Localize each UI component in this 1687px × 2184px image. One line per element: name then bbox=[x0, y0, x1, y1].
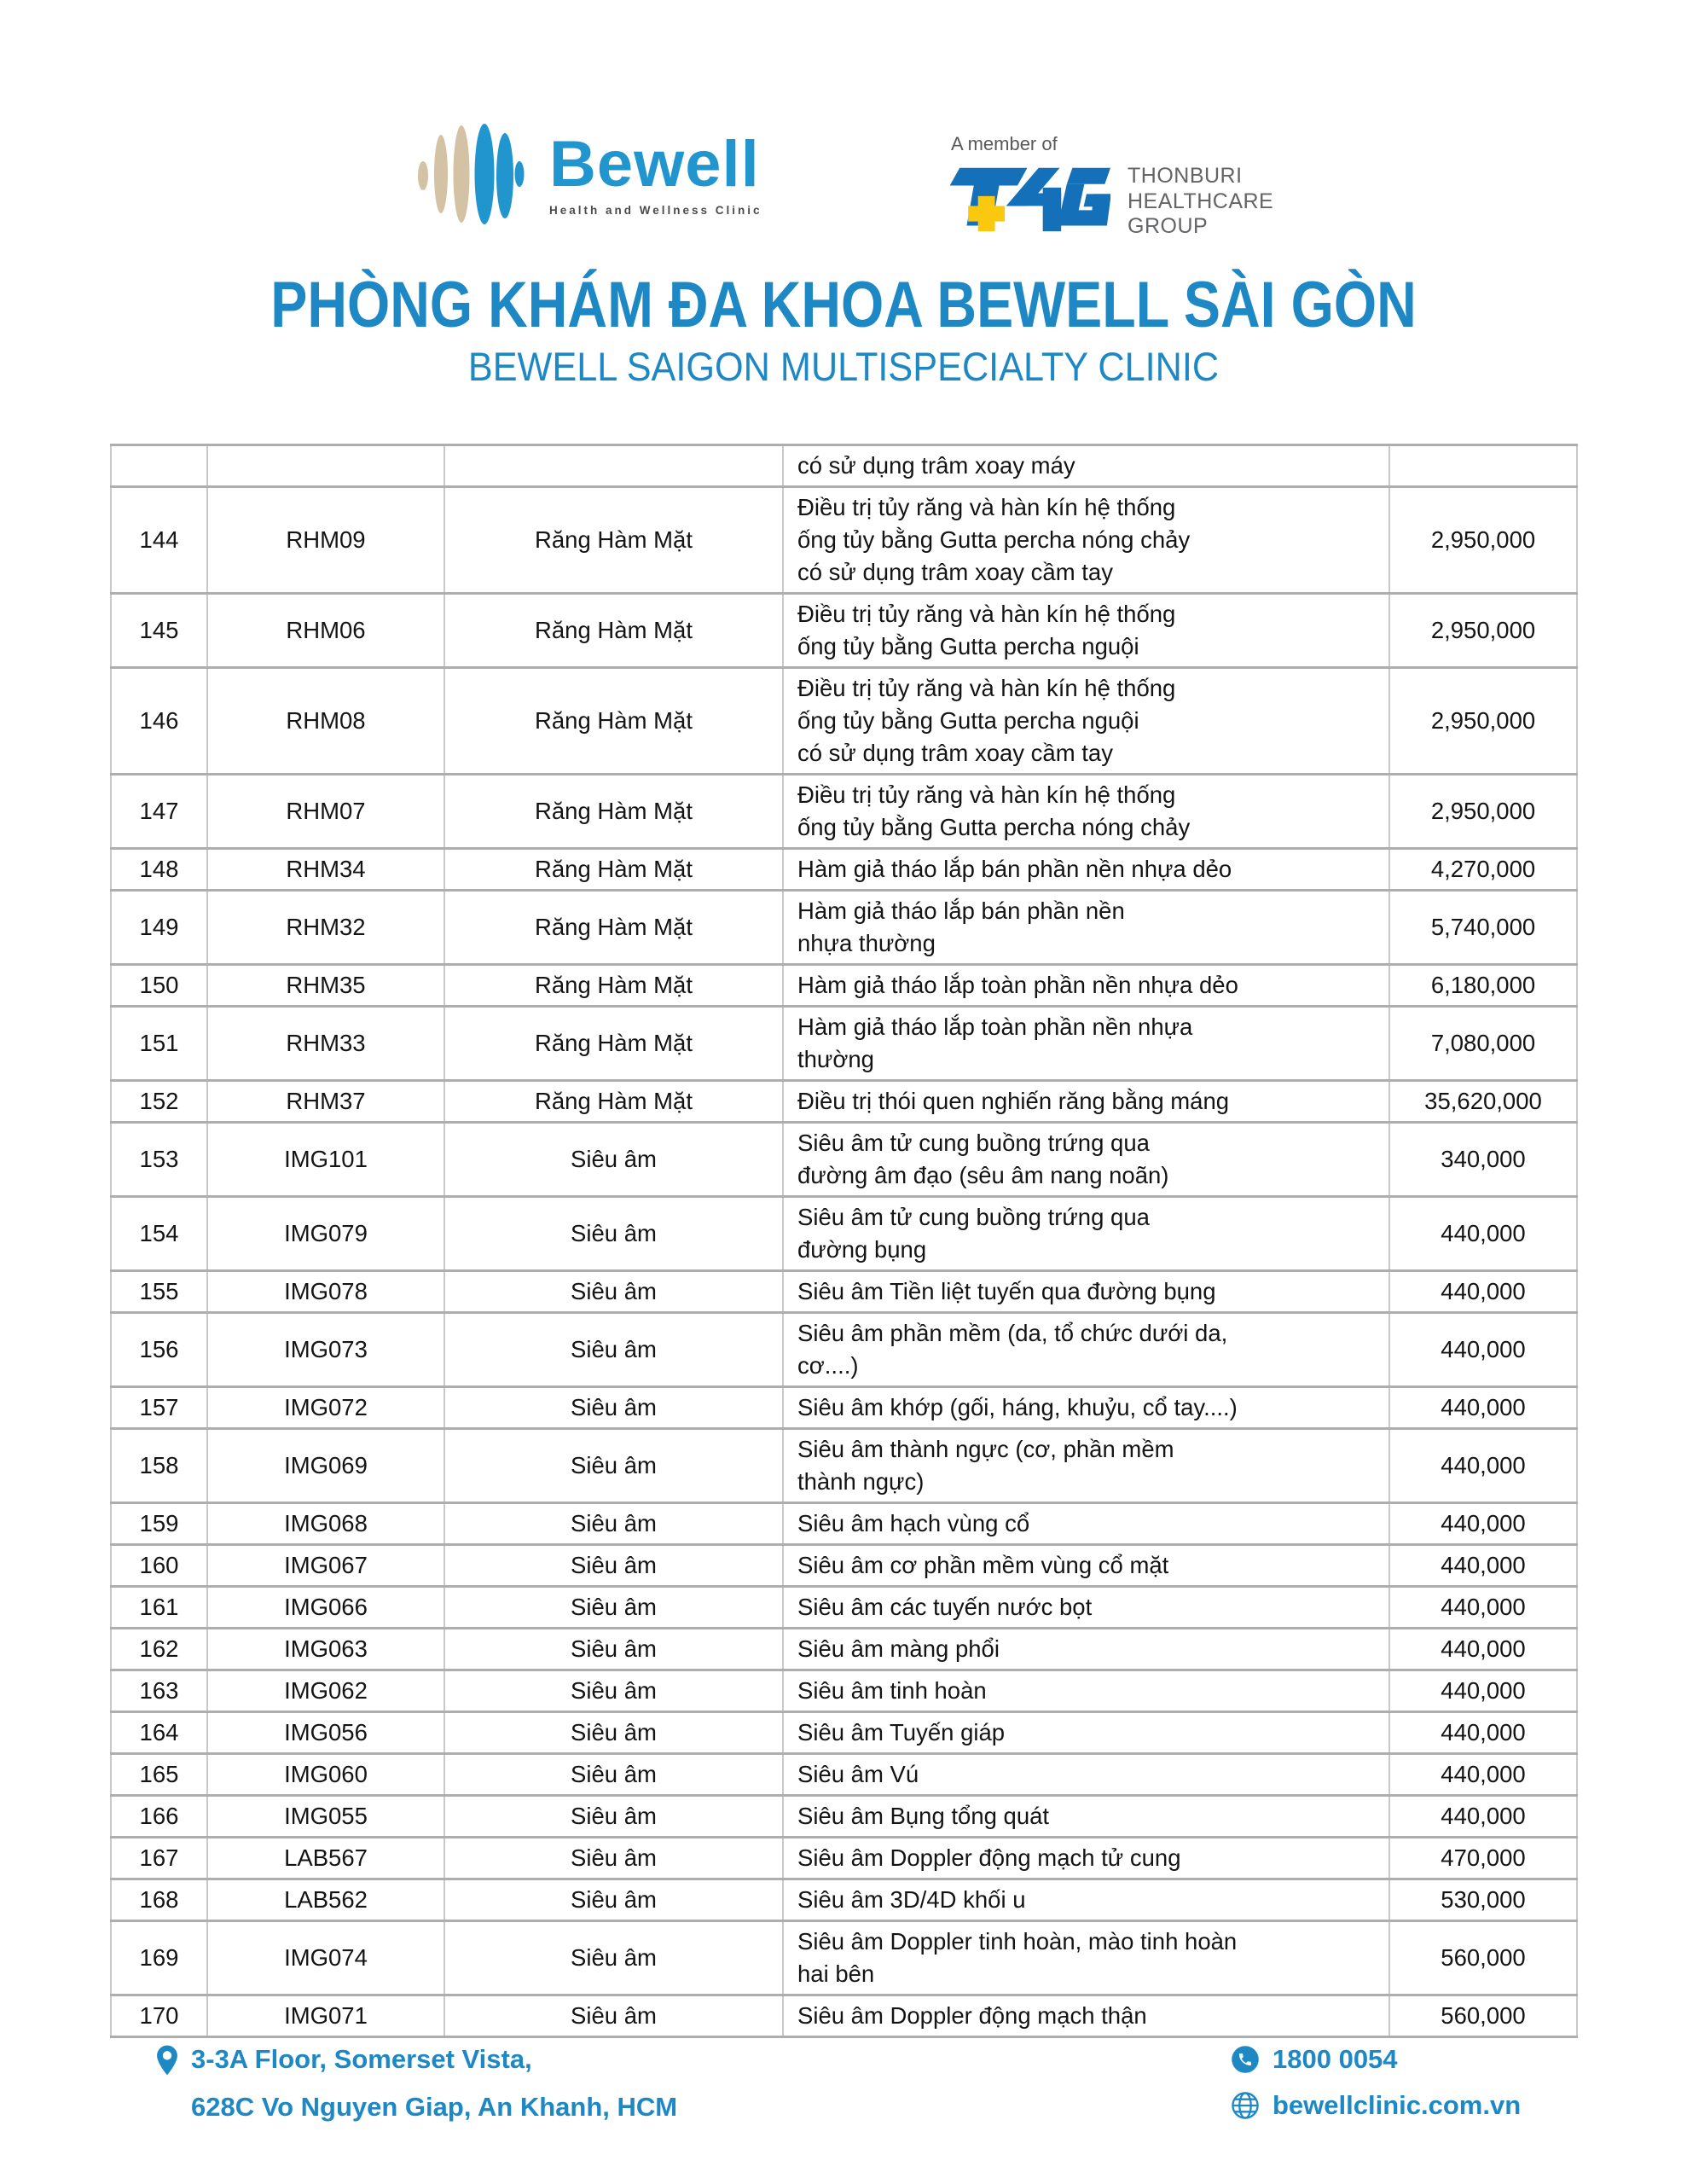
cell-no: 156 bbox=[111, 1313, 207, 1387]
cell-department: Răng Hàm Mặt bbox=[444, 891, 783, 965]
cell-code: RHM07 bbox=[207, 775, 444, 849]
cell-code: IMG062 bbox=[207, 1670, 444, 1712]
cell-no: 168 bbox=[111, 1879, 207, 1921]
cell-department: Răng Hàm Mặt bbox=[444, 1007, 783, 1081]
cell-department: Răng Hàm Mặt bbox=[444, 965, 783, 1007]
cell-description: Siêu âm 3D/4D khối u bbox=[783, 1879, 1389, 1921]
cell-department: Siêu âm bbox=[444, 1796, 783, 1838]
thg-logo bbox=[948, 133, 1273, 240]
cell-price: 440,000 bbox=[1389, 1754, 1577, 1796]
table-row bbox=[111, 1197, 1577, 1271]
cell-department: Răng Hàm Mặt bbox=[444, 775, 783, 849]
cell-no: 166 bbox=[111, 1796, 207, 1838]
cell-code: IMG073 bbox=[207, 1313, 444, 1387]
cell-no: 162 bbox=[111, 1629, 207, 1670]
website-url: bewellclinic.com.vn bbox=[1272, 2090, 1522, 2120]
cell-no: 154 bbox=[111, 1197, 207, 1271]
cell-code: IMG055 bbox=[207, 1796, 444, 1838]
cell-price: 440,000 bbox=[1389, 1197, 1577, 1271]
cell-no: 169 bbox=[111, 1921, 207, 1995]
cell-department: Siêu âm bbox=[444, 1712, 783, 1754]
bewell-wordmark: Bewell bbox=[549, 127, 760, 200]
cell-department: Siêu âm bbox=[444, 1838, 783, 1879]
cell-no: 146 bbox=[111, 668, 207, 775]
cell-no: 157 bbox=[111, 1387, 207, 1429]
cell-department: Răng Hàm Mặt bbox=[444, 594, 783, 668]
cell-price: 440,000 bbox=[1389, 1629, 1577, 1670]
table-row bbox=[111, 594, 1577, 668]
cell-description: Hàm giả tháo lắp bán phần nền nhựa thường bbox=[783, 891, 1389, 965]
cell-no: 165 bbox=[111, 1754, 207, 1796]
cell-price: 440,000 bbox=[1389, 1796, 1577, 1838]
cell-code: IMG056 bbox=[207, 1712, 444, 1754]
cell-code: RHM33 bbox=[207, 1007, 444, 1081]
cell-description: Siêu âm Tuyến giáp bbox=[783, 1712, 1389, 1754]
table-row bbox=[111, 1081, 1577, 1123]
cell-no: 170 bbox=[111, 1995, 207, 2037]
table-row bbox=[111, 1754, 1577, 1796]
cell-price: 440,000 bbox=[1389, 1503, 1577, 1545]
cell-no: 161 bbox=[111, 1587, 207, 1629]
cell-code: RHM35 bbox=[207, 965, 444, 1007]
page-title: PHÒNG KHÁM ĐA KHOA BEWELL SÀI GÒN bbox=[270, 269, 1417, 341]
table-row bbox=[111, 1629, 1577, 1670]
cell-no: 144 bbox=[111, 487, 207, 594]
table-row bbox=[111, 775, 1577, 849]
cell-department: Siêu âm bbox=[444, 1921, 783, 1995]
table-row bbox=[111, 1313, 1577, 1387]
cell-price: 440,000 bbox=[1389, 1429, 1577, 1503]
cell-code: IMG074 bbox=[207, 1921, 444, 1995]
cell-code: IMG072 bbox=[207, 1387, 444, 1429]
cell-description: Siêu âm phần mềm (da, tổ chức dưới da, cơ....) bbox=[783, 1313, 1389, 1387]
cell-price: 560,000 bbox=[1389, 1921, 1577, 1995]
cell-code: RHM34 bbox=[207, 849, 444, 891]
cell-price: 2,950,000 bbox=[1389, 487, 1577, 594]
cell-price: 530,000 bbox=[1389, 1879, 1577, 1921]
cell-price: 2,950,000 bbox=[1389, 594, 1577, 668]
cell-department: Siêu âm bbox=[444, 1587, 783, 1629]
cell-description: Siêu âm tử cung buồng trứng qua đường âm đạo (sêu âm nang noãn) bbox=[783, 1123, 1389, 1197]
cell-no: 159 bbox=[111, 1503, 207, 1545]
table-row bbox=[111, 965, 1577, 1007]
cell-code: IMG068 bbox=[207, 1503, 444, 1545]
price-table bbox=[110, 444, 1578, 2038]
cell-description: Siêu âm tử cung buồng trứng qua đường bụng bbox=[783, 1197, 1389, 1271]
cell-code: RHM08 bbox=[207, 668, 444, 775]
cell-code: IMG066 bbox=[207, 1587, 444, 1629]
cell-department: Răng Hàm Mặt bbox=[444, 849, 783, 891]
table-row bbox=[111, 1429, 1577, 1503]
cell-price: 440,000 bbox=[1389, 1670, 1577, 1712]
cell-description: Siêu âm hạch vùng cổ bbox=[783, 1503, 1389, 1545]
thg-logo-mark-icon bbox=[948, 162, 1110, 233]
cell-code: RHM37 bbox=[207, 1081, 444, 1123]
cell-description: Siêu âm Doppler động mạch tử cung bbox=[783, 1838, 1389, 1879]
cell-description: Hàm giả tháo lắp bán phần nền nhựa dẻo bbox=[783, 849, 1389, 891]
cell-no: 158 bbox=[111, 1429, 207, 1503]
cell-no: 147 bbox=[111, 775, 207, 849]
cell-description: Siêu âm Doppler tinh hoàn, mào tinh hoàn hai bên bbox=[783, 1921, 1389, 1995]
cell-price bbox=[1389, 445, 1577, 487]
cell-code: IMG069 bbox=[207, 1429, 444, 1503]
cell-price: 440,000 bbox=[1389, 1712, 1577, 1754]
cell-code: RHM06 bbox=[207, 594, 444, 668]
cell-no: 149 bbox=[111, 891, 207, 965]
cell-no: 164 bbox=[111, 1712, 207, 1754]
bewell-logo-mark-icon bbox=[415, 119, 527, 229]
price-table-body bbox=[111, 445, 1577, 2037]
cell-code: LAB567 bbox=[207, 1838, 444, 1879]
table-row bbox=[111, 1670, 1577, 1712]
page-subtitle: BEWELL SAIGON MULTISPECIALTY CLINIC bbox=[467, 344, 1220, 389]
cell-department: Siêu âm bbox=[444, 1879, 783, 1921]
table-row bbox=[111, 445, 1577, 487]
cell-description: Hàm giả tháo lắp toàn phần nền nhựa dẻo bbox=[783, 965, 1389, 1007]
table-row bbox=[111, 1712, 1577, 1754]
cell-code: IMG079 bbox=[207, 1197, 444, 1271]
table-row bbox=[111, 1995, 1577, 2037]
cell-code: IMG060 bbox=[207, 1754, 444, 1796]
thg-group-line: THONBURI bbox=[1128, 164, 1243, 188]
cell-description: Điều trị thói quen nghiến răng bằng máng bbox=[783, 1081, 1389, 1123]
cell-department: Răng Hàm Mặt bbox=[444, 1081, 783, 1123]
cell-price: 440,000 bbox=[1389, 1545, 1577, 1587]
footer-address bbox=[156, 2036, 677, 2131]
cell-department: Siêu âm bbox=[444, 1754, 783, 1796]
cell-department: Siêu âm bbox=[444, 1670, 783, 1712]
table-row bbox=[111, 1587, 1577, 1629]
cell-no: 150 bbox=[111, 965, 207, 1007]
table-row bbox=[111, 1387, 1577, 1429]
cell-price: 440,000 bbox=[1389, 1271, 1577, 1313]
cell-department: Siêu âm bbox=[444, 1503, 783, 1545]
location-pin-icon bbox=[156, 2045, 178, 2076]
globe-icon bbox=[1231, 2091, 1260, 2120]
cell-no: 155 bbox=[111, 1271, 207, 1313]
cell-no: 167 bbox=[111, 1838, 207, 1879]
phone-number: 1800 0054 bbox=[1272, 2044, 1398, 2074]
thg-member-text: A member of bbox=[951, 133, 1058, 154]
cell-price: 4,270,000 bbox=[1389, 849, 1577, 891]
cell-code bbox=[207, 445, 444, 487]
cell-department: Siêu âm bbox=[444, 1429, 783, 1503]
table-row bbox=[111, 1921, 1577, 1995]
cell-department: Siêu âm bbox=[444, 1995, 783, 2037]
cell-description: Siêu âm khớp (gối, háng, khuỷu, cổ tay....) bbox=[783, 1387, 1389, 1429]
table-row bbox=[111, 1271, 1577, 1313]
cell-department: Siêu âm bbox=[444, 1123, 783, 1197]
cell-description: Siêu âm Vú bbox=[783, 1754, 1389, 1796]
bewell-logo-text bbox=[549, 127, 762, 217]
cell-price: 2,950,000 bbox=[1389, 775, 1577, 849]
cell-price: 470,000 bbox=[1389, 1838, 1577, 1879]
table-row bbox=[111, 849, 1577, 891]
cell-description: Điều trị tủy răng và hàn kín hệ thống ống tủy bằng Gutta percha nguội có sử dụng trâm xoay cầm tay bbox=[783, 668, 1389, 775]
cell-description: Siêu âm thành ngực (cơ, phần mềm thành ngực) bbox=[783, 1429, 1389, 1503]
cell-department: Siêu âm bbox=[444, 1271, 783, 1313]
address-line-1: 3-3A Floor, Somerset Vista, bbox=[191, 2044, 532, 2074]
cell-no: 153 bbox=[111, 1123, 207, 1197]
cell-description: có sử dụng trâm xoay máy bbox=[783, 445, 1389, 487]
cell-price: 340,000 bbox=[1389, 1123, 1577, 1197]
bewell-tagline: Health and Wellness Clinic bbox=[549, 203, 762, 217]
cell-department: Siêu âm bbox=[444, 1197, 783, 1271]
cell-description: Siêu âm Bụng tổng quát bbox=[783, 1796, 1389, 1838]
cell-price: 440,000 bbox=[1389, 1587, 1577, 1629]
cell-description: Điều trị tủy răng và hàn kín hệ thống ống tủy bằng Gutta percha nóng chảy có sử dụng trâm xoay cầm tay bbox=[783, 487, 1389, 594]
phone-icon bbox=[1231, 2045, 1260, 2074]
table-row bbox=[111, 1838, 1577, 1879]
cell-department: Răng Hàm Mặt bbox=[444, 487, 783, 594]
address-line-2: 628C Vo Nguyen Giap, An Khanh, HCM bbox=[191, 2092, 678, 2122]
thg-group-line: HEALTHCARE bbox=[1128, 189, 1274, 213]
cell-department bbox=[444, 445, 783, 487]
table-row bbox=[111, 487, 1577, 594]
cell-description: Siêu âm cơ phần mềm vùng cổ mặt bbox=[783, 1545, 1389, 1587]
cell-price: 2,950,000 bbox=[1389, 668, 1577, 775]
cell-description: Siêu âm các tuyến nước bọt bbox=[783, 1587, 1389, 1629]
table-row bbox=[111, 1879, 1577, 1921]
cell-no: 151 bbox=[111, 1007, 207, 1081]
cell-no: 148 bbox=[111, 849, 207, 891]
cell-price: 7,080,000 bbox=[1389, 1007, 1577, 1081]
cell-code: RHM09 bbox=[207, 487, 444, 594]
cell-code: RHM32 bbox=[207, 891, 444, 965]
cell-department: Siêu âm bbox=[444, 1629, 783, 1670]
cell-no: 160 bbox=[111, 1545, 207, 1587]
footer-contact bbox=[1231, 2041, 1521, 2124]
thg-group-name bbox=[1128, 162, 1273, 240]
table-row bbox=[111, 1007, 1577, 1081]
table-row bbox=[111, 1545, 1577, 1587]
cell-no: 152 bbox=[111, 1081, 207, 1123]
table-row bbox=[111, 1796, 1577, 1838]
cell-price: 440,000 bbox=[1389, 1387, 1577, 1429]
cell-description: Siêu âm tinh hoàn bbox=[783, 1670, 1389, 1712]
cell-code: IMG063 bbox=[207, 1629, 444, 1670]
cell-department: Siêu âm bbox=[444, 1545, 783, 1587]
cell-code: IMG101 bbox=[207, 1123, 444, 1197]
thg-group-line: GROUP bbox=[1128, 214, 1209, 238]
cell-code: LAB562 bbox=[207, 1879, 444, 1921]
cell-price: 35,620,000 bbox=[1389, 1081, 1577, 1123]
cell-no: 163 bbox=[111, 1670, 207, 1712]
cell-description: Siêu âm màng phổi bbox=[783, 1629, 1389, 1670]
cell-description: Điều trị tủy răng và hàn kín hệ thống ống tủy bằng Gutta percha nguội bbox=[783, 594, 1389, 668]
table-row bbox=[111, 1503, 1577, 1545]
cell-department: Siêu âm bbox=[444, 1313, 783, 1387]
cell-price: 560,000 bbox=[1389, 1995, 1577, 2037]
table-row bbox=[111, 1123, 1577, 1197]
cell-price: 6,180,000 bbox=[1389, 965, 1577, 1007]
cell-price: 5,740,000 bbox=[1389, 891, 1577, 965]
cell-no: 145 bbox=[111, 594, 207, 668]
footer-phone bbox=[1231, 2041, 1521, 2078]
cell-code: IMG071 bbox=[207, 1995, 444, 2037]
cell-code: IMG078 bbox=[207, 1271, 444, 1313]
bewell-logo bbox=[415, 119, 762, 229]
cell-department: Siêu âm bbox=[444, 1387, 783, 1429]
cell-price: 440,000 bbox=[1389, 1313, 1577, 1387]
cell-no bbox=[111, 445, 207, 487]
cell-code: IMG067 bbox=[207, 1545, 444, 1587]
cell-description: Siêu âm Tiền liệt tuyến qua đường bụng bbox=[783, 1271, 1389, 1313]
cell-department: Răng Hàm Mặt bbox=[444, 668, 783, 775]
cell-description: Điều trị tủy răng và hàn kín hệ thống ống tủy bằng Gutta percha nóng chảy bbox=[783, 775, 1389, 849]
cell-description: Hàm giả tháo lắp toàn phần nền nhựa thường bbox=[783, 1007, 1389, 1081]
table-row bbox=[111, 668, 1577, 775]
cell-description: Siêu âm Doppler động mạch thận bbox=[783, 1995, 1389, 2037]
table-row bbox=[111, 891, 1577, 965]
footer-website bbox=[1231, 2087, 1521, 2124]
